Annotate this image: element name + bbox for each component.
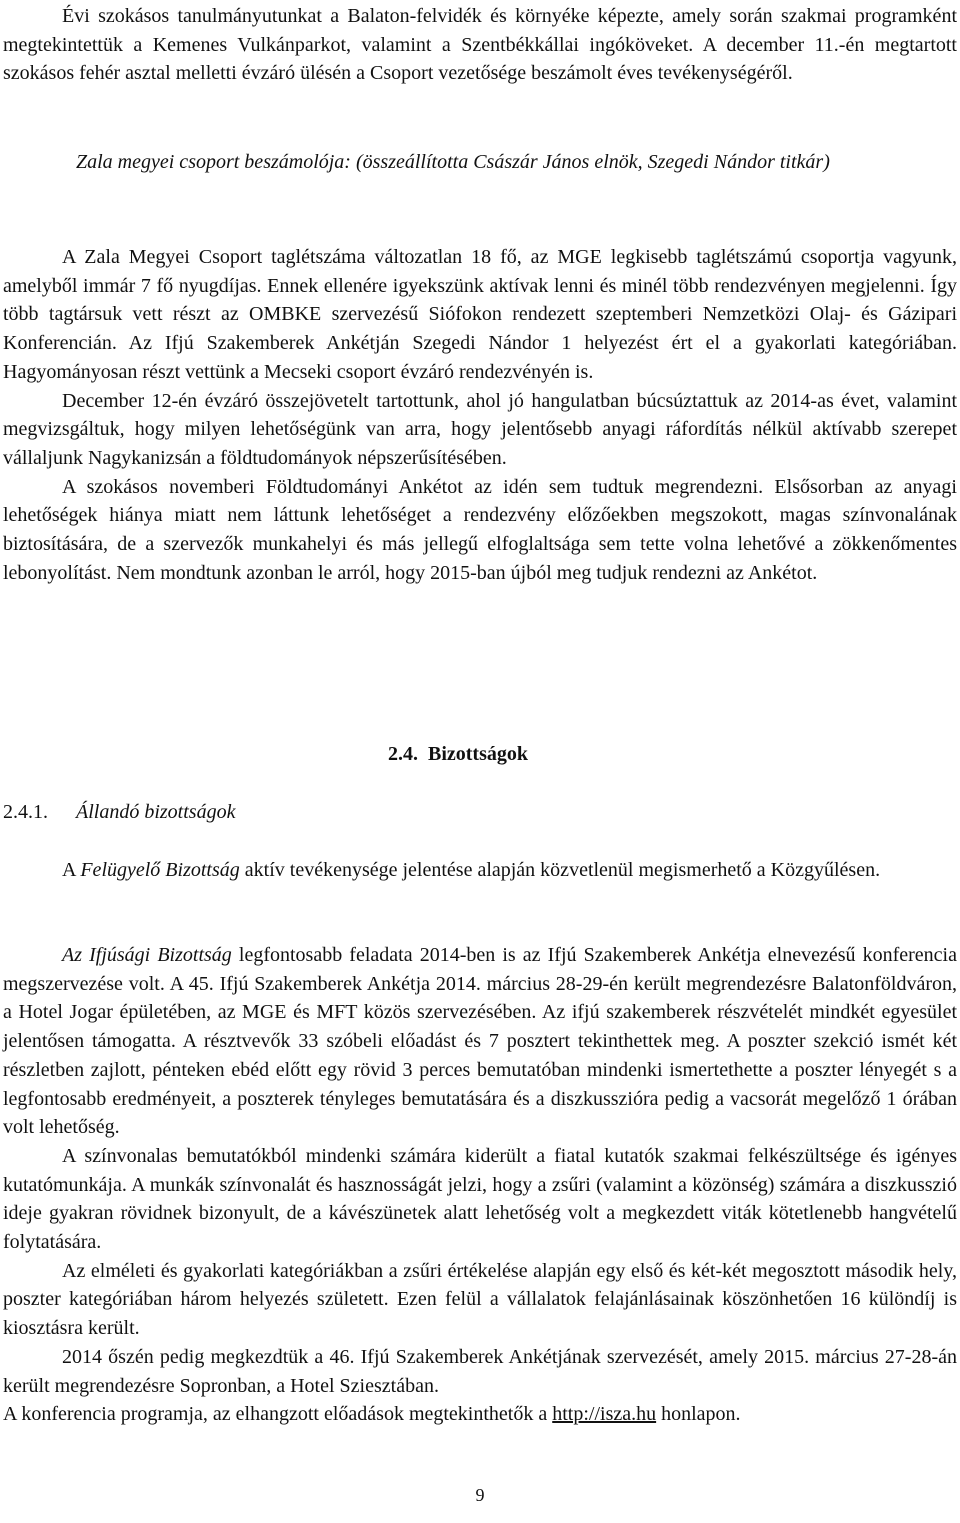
zala-body — [3, 243, 957, 587]
ifjusagi-paragraph-3: Az elméleti és gyakorlati kategóriákban a zsűri értékelése alapján egy első és két-két megosztott második hely, poszter kategóriában három helyezés született. Ezen felül a vállalatok felajánlásainak köszönhetően 16 különdíj is kiosztásra került. — [3, 1259, 957, 1340]
ifjusagi-p5-post: honlapon. — [656, 1403, 741, 1426]
section-number: 2.4. — [388, 743, 418, 765]
intro-section — [3, 2, 957, 88]
subsection-title: Állandó bizottságok — [76, 801, 236, 823]
zala-paragraph-3: A szokásos novemberi Földtudományi Ankétot az idén sem tudtuk megrendezni. Elsősorban az anyagi lehetőségek hiánya miatt nem láttunk lehetőséget a rendezvény előzőekben megszokott, magas színvonalának biztosítására, de a szervezők munkahelyi és más jellegű elfoglaltsága sem tette volna lehetővé a zökkenőmentes lebonyolítást. Nem mondtunk azonban le arról, hogy 2015-ban újból meg tudjuk rendezni az Ankétot. — [3, 475, 957, 584]
ifjusagi-paragraph-5 — [3, 1400, 957, 1429]
zala-heading-text: Zala megyei csoport beszámolója: (összeállította Császár János elnök, Szegedi Nándor titkár) — [76, 151, 830, 173]
subsection-heading — [3, 798, 957, 826]
ifjusagi-paragraph-2: A színvonalas bemutatókból mindenki számára kiderült a fiatal kutatók szakmai felkészültsége és igényes kutatómunkája. A munkák színvonalát és hasznosságát jelzi, hogy a zsűri (valamint a közönség) számára a diszkusszió ideje gyakran rövidnek bizonyult, de a kávészünetek alatt lehetőség volt a megkezdett viták kötetlenebb hangvételű folytatására. — [3, 1144, 957, 1254]
ifjusagi-p1-rest: legfontosabb feladata 2014-ben is az Ifjú Szakemberek Ankétja elnevezésű konferencia megszervezése volt. A 45. Ifjú Szakemberek Ankétja 2014. március 28-29-én került megrendezésre Balatonföldváron, a Hotel Jogar épületében, az MGE és MFT közös szervezésében. Az ifjú szakemberek részvételét mindkét egyesület jelentősen támogatta. A résztvevők 33 szóbeli előadást és 7 posztert tekinthettek meg. A poszter szekció ismét két részletben zajlott, pénteken ebéd előtt egy rövid 3 perces bemutatóban mindenki ismertethette a poszter lényegét s a legfontosabb eredményeit, a poszterek tényleges bemutatására és a diszkusszióra pedig a vacsorát megelőző 1 órában volt lehetőség. — [3, 944, 957, 1139]
felugyelo-paragraph — [3, 856, 957, 885]
page-number: 9 — [475, 1485, 485, 1505]
ifjusagi-name: Az Ifjúsági Bizottság — [62, 944, 232, 966]
felugyelo-pre: A — [62, 859, 81, 881]
felugyelo-post: aktív tevékenysége jelentése alapján közvetlenül megismerhető a Közgyűlésen. — [239, 859, 881, 881]
felugyelo-section — [3, 856, 957, 885]
zala-paragraph-1: A Zala Megyei Csoport taglétszáma változatlan 18 fő, az MGE legkisebb taglétszámú csoportja vagyunk, amelyből immár 7 fő nyugdíjas. Ennek ellenére igyekszünk aktívak lenni és minél több rendezvényen megjelenni. Így több tagtársuk vett részt az OMBKE szervezésű Siófokon rendezett szeptemberi Nemzetközi Olaj- és Gázipari Konferencián. Az Ifjú Szakemberek Ankétján Szegedi Nándor 1 helyezést ért el a gyakorlati kategóriában. Hagyományosan részt vettünk a Mecseki csoport évzáró rendezvényén is. — [3, 246, 957, 383]
ifjusagi-paragraph-4: 2014 őszén pedig megkezdtük a 46. Ifjú Szakemberek Ankétjának szervezését, amely 2015. március 27-28-án került megrendezésre Sopronban, a Hotel Sziesztában. — [3, 1345, 957, 1397]
zala-heading — [3, 148, 957, 177]
subsection-number: 2.4.1. — [3, 801, 48, 823]
felugyelo-name: Felügyelő Bizottság — [80, 859, 240, 881]
section-heading — [388, 740, 788, 768]
ifjusagi-section — [3, 941, 957, 1429]
section-title: Bizottságok — [428, 743, 528, 765]
intro-paragraph: Évi szokásos tanulmányutunkat a Balaton-felvidék és környéke képezte, amely során szakmai programként megtekintettük a Kemenes Vulkánparkot, valamint a Szentbékkállai ingóköveket. A december 11.-én megtartott szokásos fehér asztal melletti évzáró ülésén a Csoport vezetősége beszámolt éves tevékenységéről. — [3, 5, 957, 85]
zala-heading-number — [3, 148, 76, 177]
isza-link[interactable]: http://isza.hu — [552, 1403, 657, 1426]
ifjusagi-paragraph-1 — [3, 941, 957, 1142]
zala-paragraph-2: December 12-én évzáró összejövetelt tartottunk, ahol jó hangulatban búcsúztattuk az 2014-as évet, valamint megvizsgáltuk, hogy milyen lehetőségünk van arra, hogy jelentősebb anyagi ráfordítás nélkül aktívabb szerepet vállaljunk Nagykanizsán a földtudományok népszerűsítésében. — [3, 389, 957, 469]
ifjusagi-p5-pre: A konferencia programja, az elhangzott előadások megtekinthetők a — [3, 1403, 553, 1426]
